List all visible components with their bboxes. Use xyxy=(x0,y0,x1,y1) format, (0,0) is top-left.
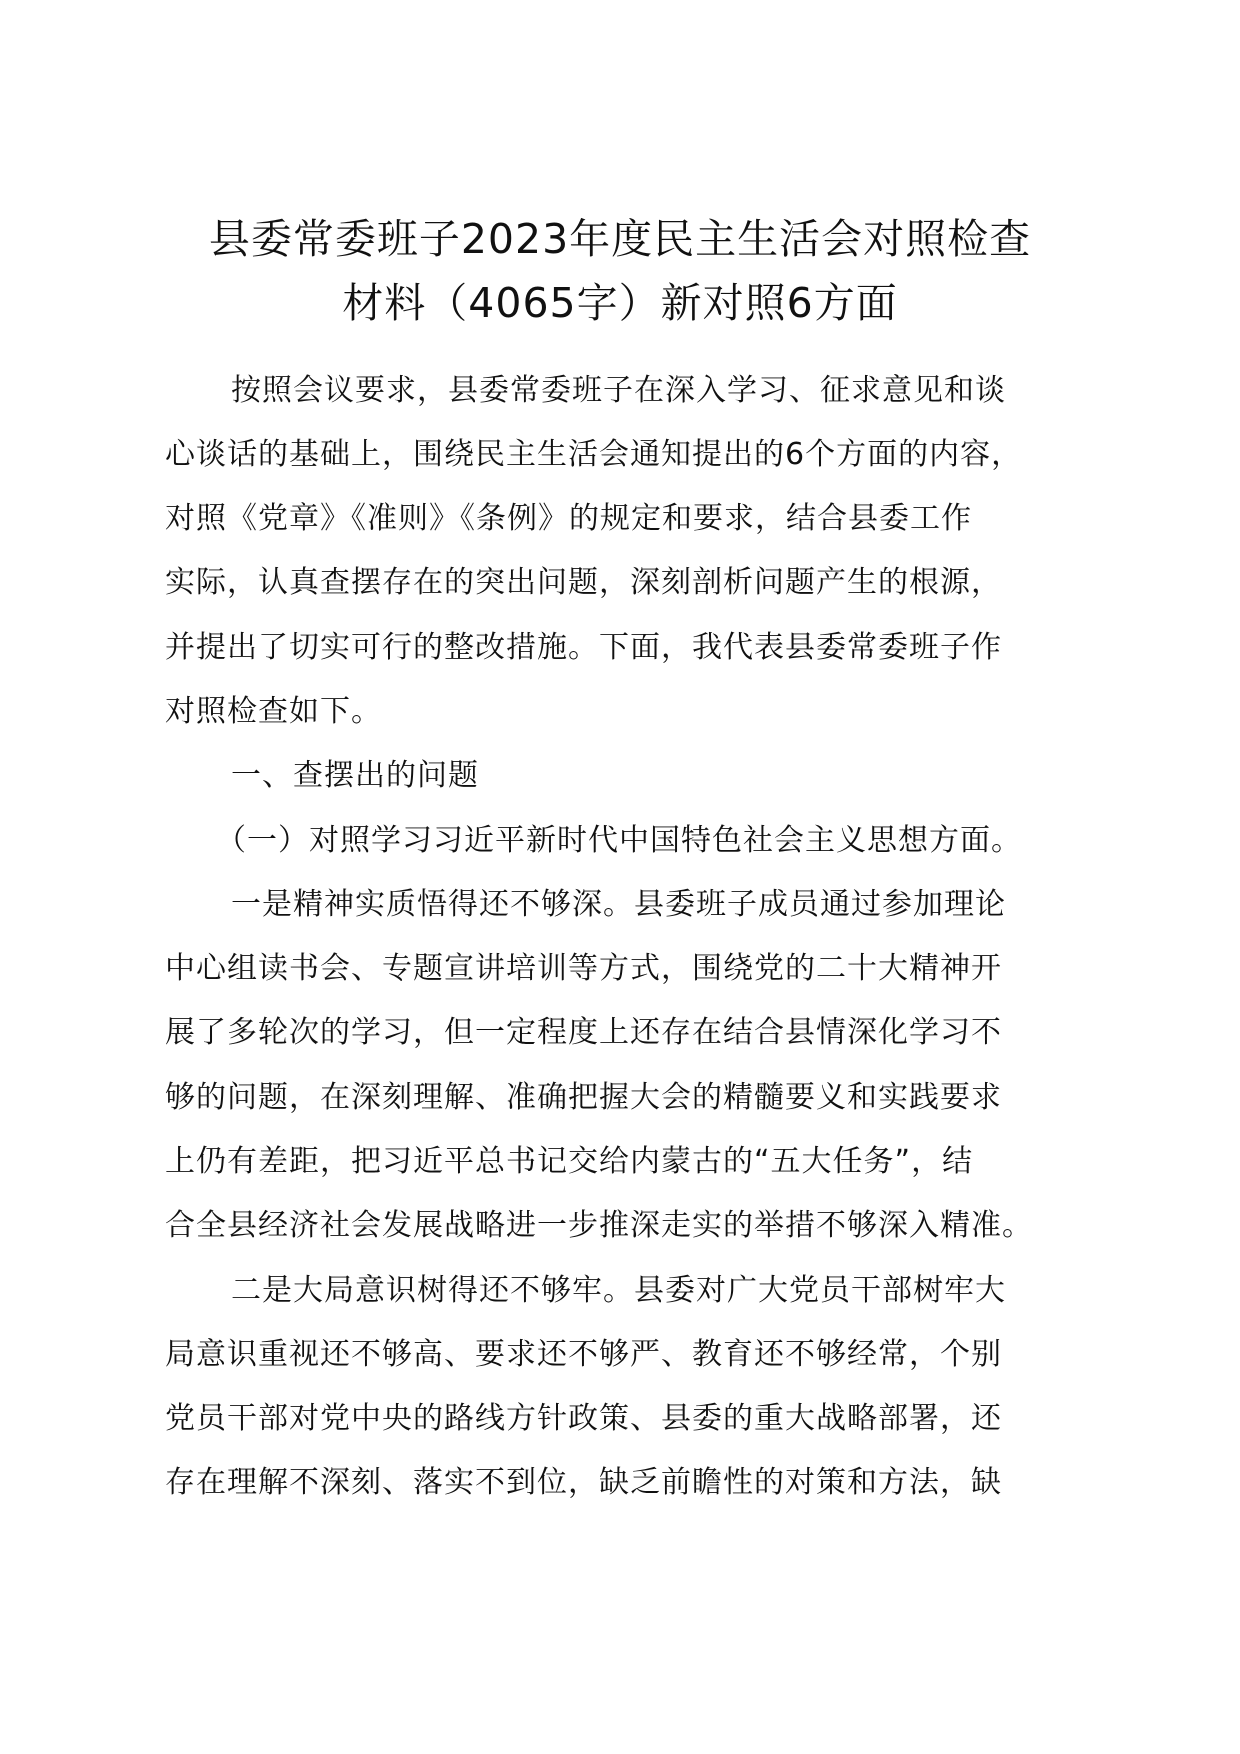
document-title-line-1: 县委常委班子2023年度民主生活会对照检查 xyxy=(208,215,1032,263)
document-title-line-2: 材料（4065字）新对照6方面 xyxy=(342,279,898,327)
body-line: 对照《党章》《准则》《条例》的规定和要求，结合县委工作 xyxy=(165,501,972,536)
section-heading: 一、查摆出的问题 xyxy=(231,758,479,793)
body-line: 展了多轮次的学习，但一定程度上还存在结合县情深化学习不 xyxy=(165,1015,1002,1050)
body-line: 党员干部对党中央的路线方针政策、县委的重大战略部署，还 xyxy=(165,1401,1002,1436)
body-line: 一是精神实质悟得还不够深。县委班子成员通过参加理论 xyxy=(231,887,1006,922)
body-line: 上仍有差距，把习近平总书记交给内蒙古的“五大任务”，结 xyxy=(165,1144,974,1179)
body-line: 合全县经济社会发展战略进一步推深走实的举措不够深入精准。 xyxy=(165,1208,1033,1243)
body-line: 实际，认真查摆存在的突出问题，深刻剖析问题产生的根源， xyxy=(165,565,1002,600)
body-line: 心谈话的基础上，围绕民主生活会通知提出的6个方面的内容， xyxy=(165,437,1023,472)
body-line: 局意识重视还不够高、要求还不够严、教育还不够经常，个别 xyxy=(165,1337,1002,1372)
body-line: 中心组读书会、专题宣讲培训等方式，围绕党的二十大精神开 xyxy=(165,951,1002,986)
subsection-heading: （一）对照学习习近平新时代中国特色社会主义思想方面。 xyxy=(216,823,1022,858)
body-line: 对照检查如下。 xyxy=(165,694,382,729)
body-line: 二是大局意识树得还不够牢。县委对广大党员干部树牢大 xyxy=(231,1273,1006,1308)
body-line: 够的问题，在深刻理解、准确把握大会的精髓要义和实践要求 xyxy=(165,1080,1002,1115)
body-line: 按照会议要求，县委常委班子在深入学习、征求意见和谈 xyxy=(231,373,1006,408)
body-line: 存在理解不深刻、落实不到位，缺乏前瞻性的对策和方法，缺 xyxy=(165,1465,1002,1500)
body-line: 并提出了切实可行的整改措施。下面，我代表县委常委班子作 xyxy=(165,630,1002,665)
